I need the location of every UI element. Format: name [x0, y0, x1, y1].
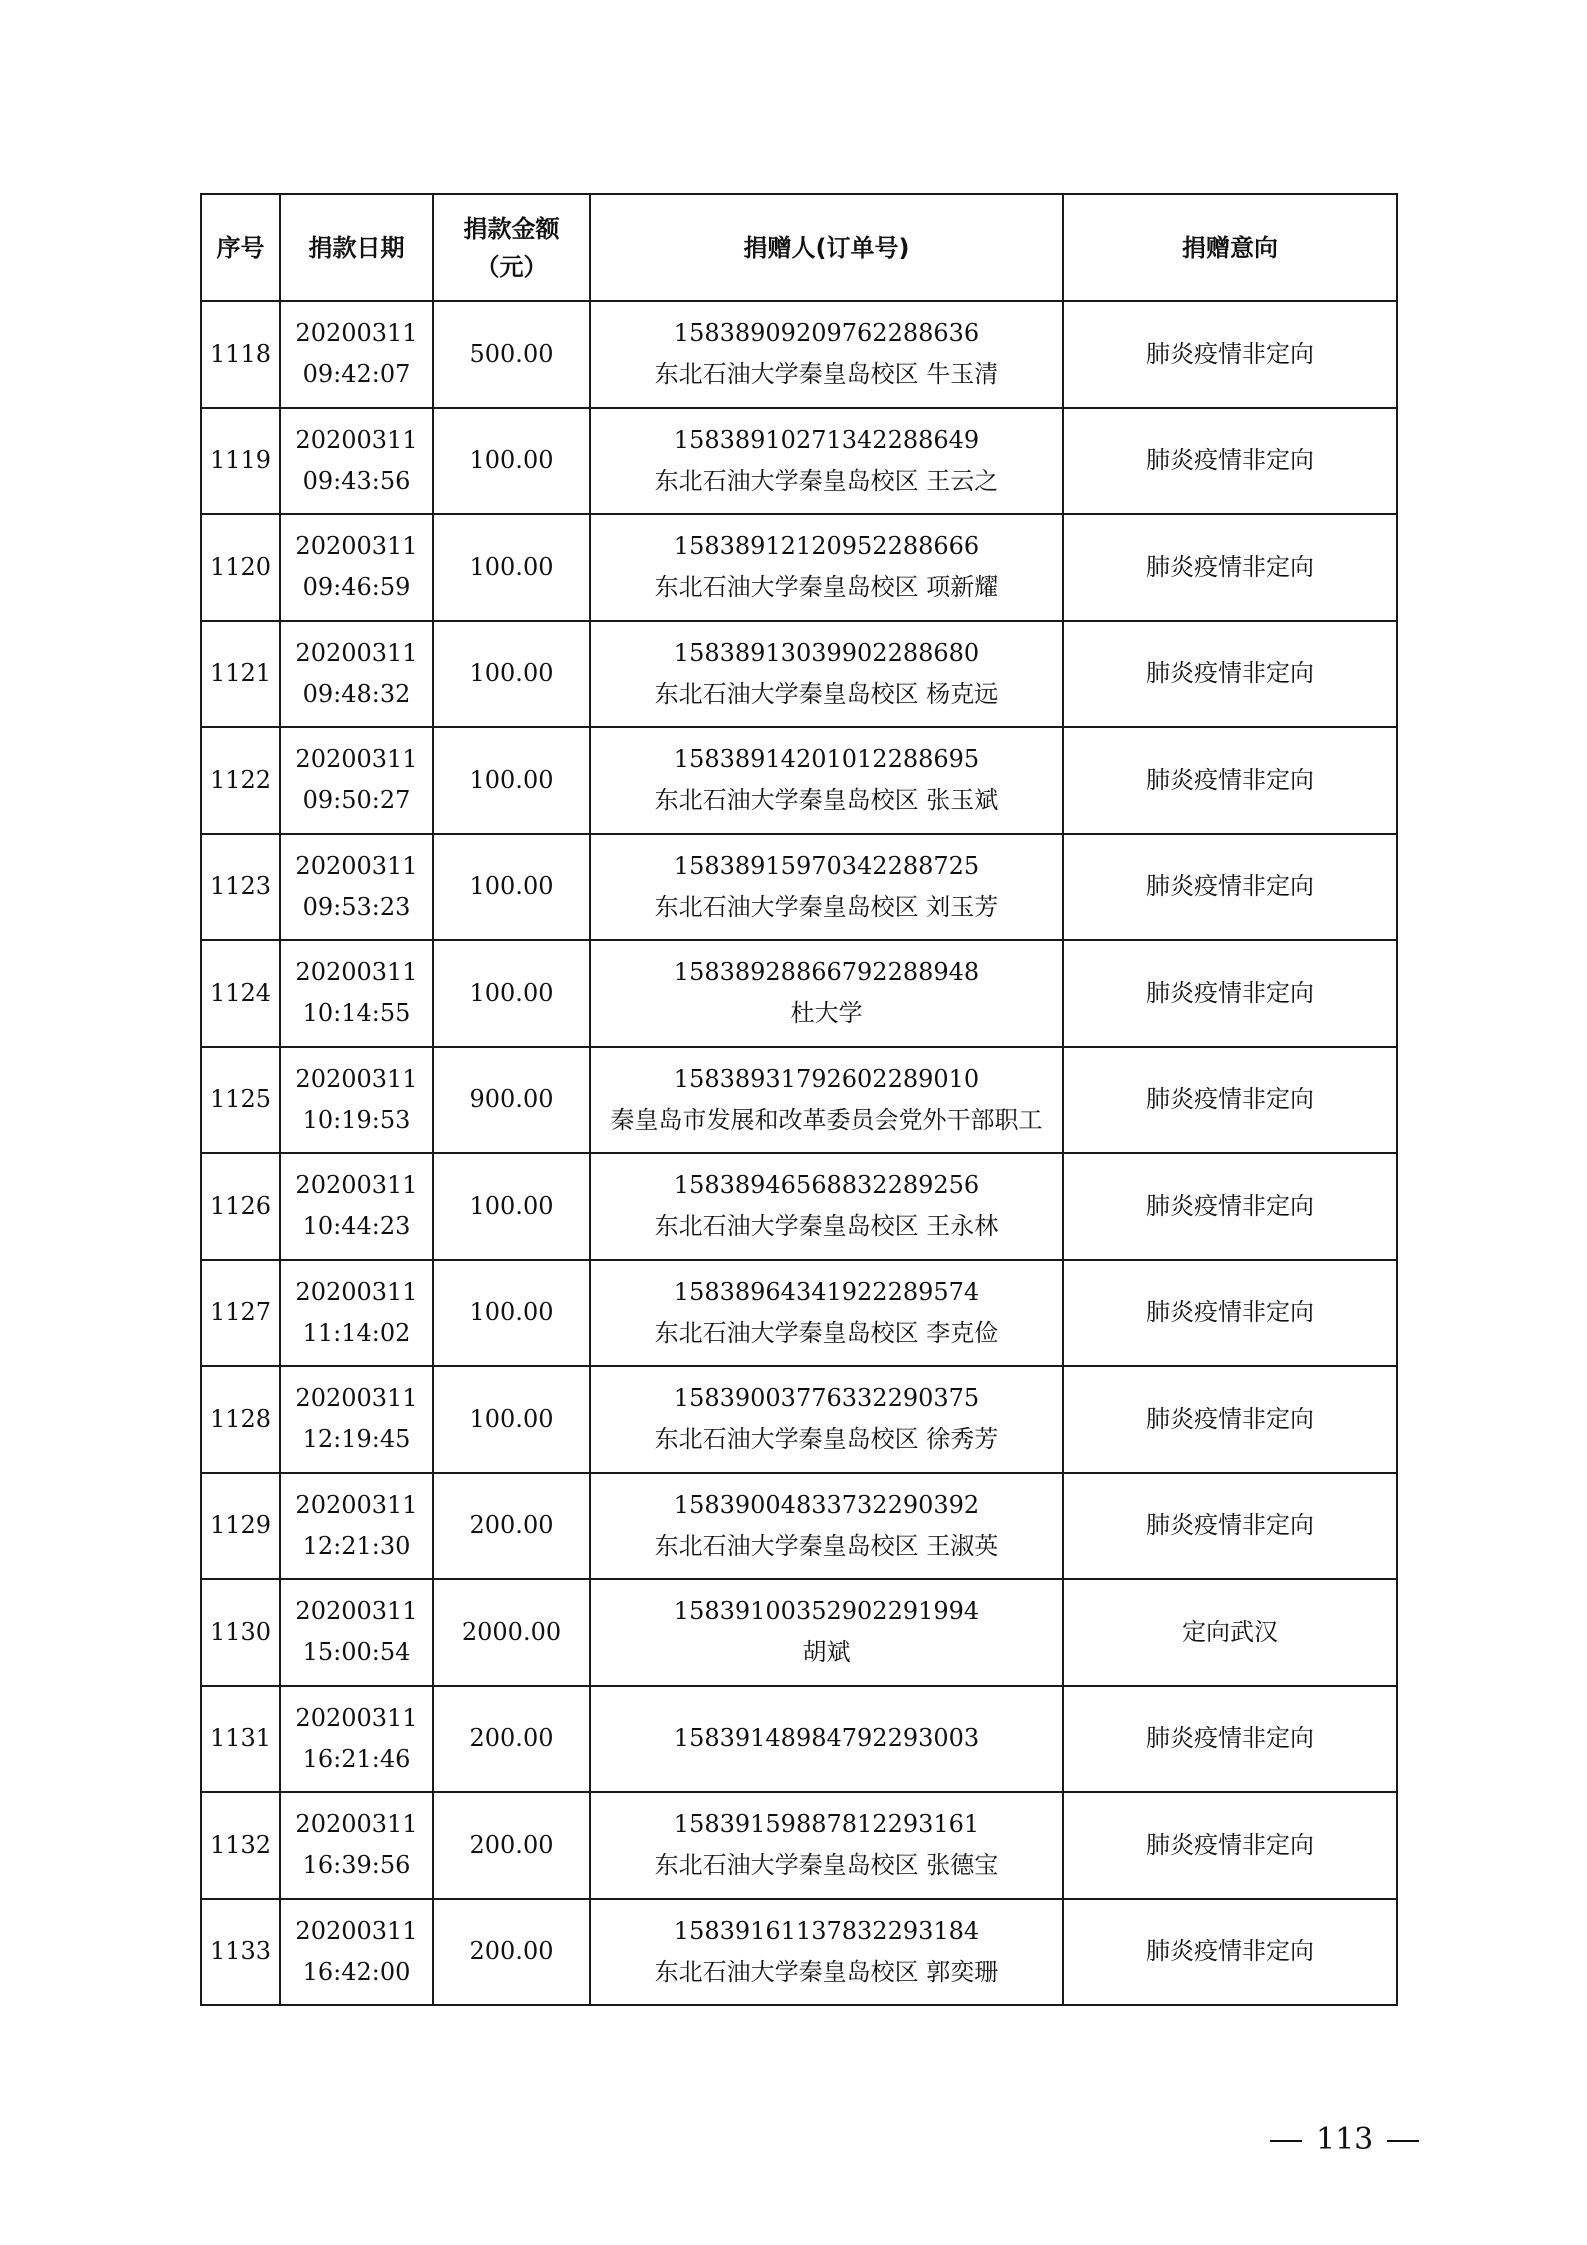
cell-date-day: 20200311: [295, 1384, 418, 1413]
cell-date-day: 20200311: [295, 425, 418, 454]
cell-seq: 1118: [201, 301, 280, 408]
cell-amount: 500.00: [433, 301, 590, 408]
cell-date-day: 20200311: [295, 1597, 418, 1626]
cell-intent: 肺炎疫情非定向: [1063, 727, 1397, 834]
page-dash-right: [1387, 2140, 1419, 2142]
cell-date: [280, 1686, 433, 1793]
cell-date-time: 10:19:53: [302, 1105, 411, 1134]
cell-date: [280, 1899, 433, 2006]
cell-date: [280, 1366, 433, 1473]
cell-date: [280, 940, 433, 1047]
cell-seq: 1124: [201, 940, 280, 1047]
cell-date-day: 20200311: [295, 1277, 418, 1306]
cell-date-time: 09:43:56: [302, 466, 411, 495]
cell-donor-order: 15839161137832293184: [673, 1916, 980, 1945]
cell-date-time: 09:48:32: [302, 679, 411, 708]
cell-date-time: 16:21:46: [302, 1744, 411, 1773]
header-intent: 捐赠意向: [1063, 194, 1397, 301]
table-row: [201, 1366, 1397, 1473]
table-row: [201, 1153, 1397, 1260]
cell-date-time: 09:53:23: [302, 892, 411, 921]
cell-date-day: 20200311: [295, 638, 418, 667]
cell-donor-order: 15838909209762288636: [673, 319, 980, 348]
cell-amount: 100.00: [433, 1153, 590, 1260]
cell-seq: 1119: [201, 408, 280, 515]
cell-donor: [590, 1792, 1063, 1899]
cell-donor-order: 15838910271342288649: [673, 425, 980, 454]
cell-donor-order: 15838946568832289256: [673, 1171, 980, 1200]
table-row: [201, 301, 1397, 408]
cell-date-day: 20200311: [295, 1703, 418, 1732]
cell-donor-name: 东北石油大学秦皇岛校区 郭奕珊: [654, 1957, 999, 1986]
page-number: [1256, 2122, 1433, 2157]
cell-donor-order: 15839148984792293003: [673, 1724, 980, 1753]
header-amount-line2: （元）: [475, 252, 548, 281]
cell-intent: 肺炎疫情非定向: [1063, 1792, 1397, 1899]
cell-date-time: 15:00:54: [302, 1638, 411, 1667]
cell-donor-order: 15838913039902288680: [673, 638, 980, 667]
header-date: 捐款日期: [280, 194, 433, 301]
cell-date-day: 20200311: [295, 745, 418, 774]
cell-donor: [590, 834, 1063, 941]
cell-donor-order: 15838915970342288725: [673, 851, 980, 880]
cell-seq: 1125: [201, 1047, 280, 1154]
cell-date-day: 20200311: [295, 319, 418, 348]
cell-date-day: 20200311: [295, 958, 418, 987]
cell-date: [280, 1260, 433, 1367]
cell-amount: 2000.00: [433, 1579, 590, 1686]
cell-donor: [590, 1686, 1063, 1793]
cell-amount: 100.00: [433, 408, 590, 515]
cell-seq: 1126: [201, 1153, 280, 1260]
cell-intent: 肺炎疫情非定向: [1063, 301, 1397, 408]
cell-donor: [590, 727, 1063, 834]
cell-date-time: 09:50:27: [302, 786, 411, 815]
cell-donor-name: 东北石油大学秦皇岛校区 李克俭: [654, 1318, 999, 1347]
cell-donor-name: 秦皇岛市发展和改革委员会党外干部职工: [610, 1105, 1043, 1134]
cell-donor-name: 东北石油大学秦皇岛校区 牛玉清: [654, 360, 999, 389]
table-header-row: [201, 194, 1397, 301]
cell-seq: 1131: [201, 1686, 280, 1793]
cell-date-time: 16:42:00: [302, 1957, 411, 1986]
cell-donor-name: 东北石油大学秦皇岛校区 项新耀: [654, 573, 999, 602]
cell-intent: 肺炎疫情非定向: [1063, 834, 1397, 941]
cell-intent: 肺炎疫情非定向: [1063, 1047, 1397, 1154]
cell-date-day: 20200311: [295, 532, 418, 561]
cell-date-day: 20200311: [295, 1490, 418, 1519]
cell-donor: [590, 1579, 1063, 1686]
cell-donor-name: 杜大学: [790, 999, 863, 1028]
cell-seq: 1129: [201, 1473, 280, 1580]
cell-amount: 100.00: [433, 940, 590, 1047]
cell-seq: 1120: [201, 514, 280, 621]
cell-intent: 肺炎疫情非定向: [1063, 940, 1397, 1047]
cell-seq: 1133: [201, 1899, 280, 2006]
cell-donor-order: 15839003776332290375: [673, 1384, 980, 1413]
cell-date: [280, 621, 433, 728]
cell-donor-name: 东北石油大学秦皇岛校区 王云之: [654, 466, 999, 495]
cell-intent: 肺炎疫情非定向: [1063, 1153, 1397, 1260]
table-row: [201, 834, 1397, 941]
cell-date: [280, 1579, 433, 1686]
cell-date-time: 12:19:45: [302, 1425, 411, 1454]
cell-donor: [590, 1047, 1063, 1154]
table-row: [201, 621, 1397, 728]
cell-donor-name: 东北石油大学秦皇岛校区 王淑英: [654, 1531, 999, 1560]
cell-amount: 100.00: [433, 514, 590, 621]
table-row: [201, 1899, 1397, 2006]
cell-date-time: 12:21:30: [302, 1531, 411, 1560]
cell-date: [280, 1473, 433, 1580]
cell-donor-order: 15838931792602289010: [673, 1064, 980, 1093]
cell-date-time: 11:14:02: [302, 1318, 411, 1347]
table-row: [201, 1047, 1397, 1154]
table-body: [201, 301, 1397, 2005]
cell-intent: 肺炎疫情非定向: [1063, 1260, 1397, 1367]
cell-date: [280, 1047, 433, 1154]
header-amount: [433, 194, 590, 301]
cell-donor: [590, 1153, 1063, 1260]
cell-donor: [590, 1473, 1063, 1580]
cell-donor: [590, 1260, 1063, 1367]
page-number-text: 113: [1316, 2122, 1374, 2157]
cell-seq: 1123: [201, 834, 280, 941]
cell-intent: 肺炎疫情非定向: [1063, 1366, 1397, 1473]
cell-donor: [590, 514, 1063, 621]
cell-donor-order: 15839004833732290392: [673, 1490, 980, 1519]
cell-amount: 100.00: [433, 1366, 590, 1473]
cell-seq: 1130: [201, 1579, 280, 1686]
cell-amount: 200.00: [433, 1473, 590, 1580]
cell-date-day: 20200311: [295, 851, 418, 880]
cell-amount: 100.00: [433, 1260, 590, 1367]
table-row: [201, 1686, 1397, 1793]
cell-donor: [590, 408, 1063, 515]
cell-intent: 肺炎疫情非定向: [1063, 514, 1397, 621]
cell-date-day: 20200311: [295, 1916, 418, 1945]
cell-donor-name: 东北石油大学秦皇岛校区 刘玉芳: [654, 892, 999, 921]
cell-donor-order: 15838914201012288695: [673, 745, 980, 774]
cell-date-day: 20200311: [295, 1810, 418, 1839]
table-row: [201, 1260, 1397, 1367]
cell-date: [280, 408, 433, 515]
cell-donor: [590, 301, 1063, 408]
cell-donor-name: 东北石油大学秦皇岛校区 杨克远: [654, 679, 999, 708]
cell-amount: 200.00: [433, 1899, 590, 2006]
table-row: [201, 1473, 1397, 1580]
cell-donor-order: 15838964341922289574: [673, 1277, 980, 1306]
cell-amount: 200.00: [433, 1686, 590, 1793]
cell-date: [280, 1153, 433, 1260]
table-row: [201, 940, 1397, 1047]
cell-date-day: 20200311: [295, 1064, 418, 1093]
cell-donor: [590, 1899, 1063, 2006]
cell-date-time: 10:14:55: [302, 999, 411, 1028]
cell-date-time: 10:44:23: [302, 1212, 411, 1241]
cell-date: [280, 1792, 433, 1899]
cell-donor-order: 15839159887812293161: [673, 1810, 980, 1839]
cell-donor-name: 东北石油大学秦皇岛校区 张玉斌: [654, 786, 999, 815]
cell-donor-name: 东北石油大学秦皇岛校区 张德宝: [654, 1851, 999, 1880]
cell-amount: 100.00: [433, 621, 590, 728]
cell-donor: [590, 940, 1063, 1047]
cell-donor-name: 胡斌: [802, 1638, 851, 1667]
page-dash-left: [1270, 2140, 1302, 2142]
cell-amount: 100.00: [433, 727, 590, 834]
cell-donor: [590, 621, 1063, 728]
cell-seq: 1122: [201, 727, 280, 834]
cell-donor-name: 东北石油大学秦皇岛校区 王永林: [654, 1212, 999, 1241]
table-row: [201, 514, 1397, 621]
cell-date-time: 09:42:07: [302, 360, 411, 389]
cell-intent: 肺炎疫情非定向: [1063, 1473, 1397, 1580]
cell-seq: 1127: [201, 1260, 280, 1367]
cell-donor-name: 东北石油大学秦皇岛校区 徐秀芳: [654, 1425, 999, 1454]
cell-donor-order: 15839100352902291994: [673, 1597, 980, 1626]
donation-table: [200, 193, 1398, 2006]
cell-amount: 900.00: [433, 1047, 590, 1154]
cell-date: [280, 727, 433, 834]
cell-amount: 100.00: [433, 834, 590, 941]
cell-seq: 1132: [201, 1792, 280, 1899]
cell-seq: 1128: [201, 1366, 280, 1473]
table-row: [201, 1579, 1397, 1686]
table-row: [201, 727, 1397, 834]
cell-date: [280, 514, 433, 621]
cell-intent: 肺炎疫情非定向: [1063, 408, 1397, 515]
cell-date: [280, 834, 433, 941]
cell-intent: 肺炎疫情非定向: [1063, 621, 1397, 728]
cell-donor: [590, 1366, 1063, 1473]
table-row: [201, 408, 1397, 515]
cell-intent: 肺炎疫情非定向: [1063, 1899, 1397, 2006]
table-row: [201, 1792, 1397, 1899]
cell-donor-order: 15838928866792288948: [673, 958, 980, 987]
header-amount-line1: 捐款金额: [463, 214, 560, 243]
cell-intent: 定向武汉: [1063, 1579, 1397, 1686]
header-donor: 捐赠人(订单号): [590, 194, 1063, 301]
cell-seq: 1121: [201, 621, 280, 728]
cell-date-day: 20200311: [295, 1171, 418, 1200]
cell-date-time: 09:46:59: [302, 573, 411, 602]
cell-donor-order: 15838912120952288666: [673, 532, 980, 561]
header-seq: 序号: [201, 194, 280, 301]
cell-intent: 肺炎疫情非定向: [1063, 1686, 1397, 1793]
cell-date: [280, 301, 433, 408]
cell-amount: 200.00: [433, 1792, 590, 1899]
cell-date-time: 16:39:56: [302, 1851, 411, 1880]
